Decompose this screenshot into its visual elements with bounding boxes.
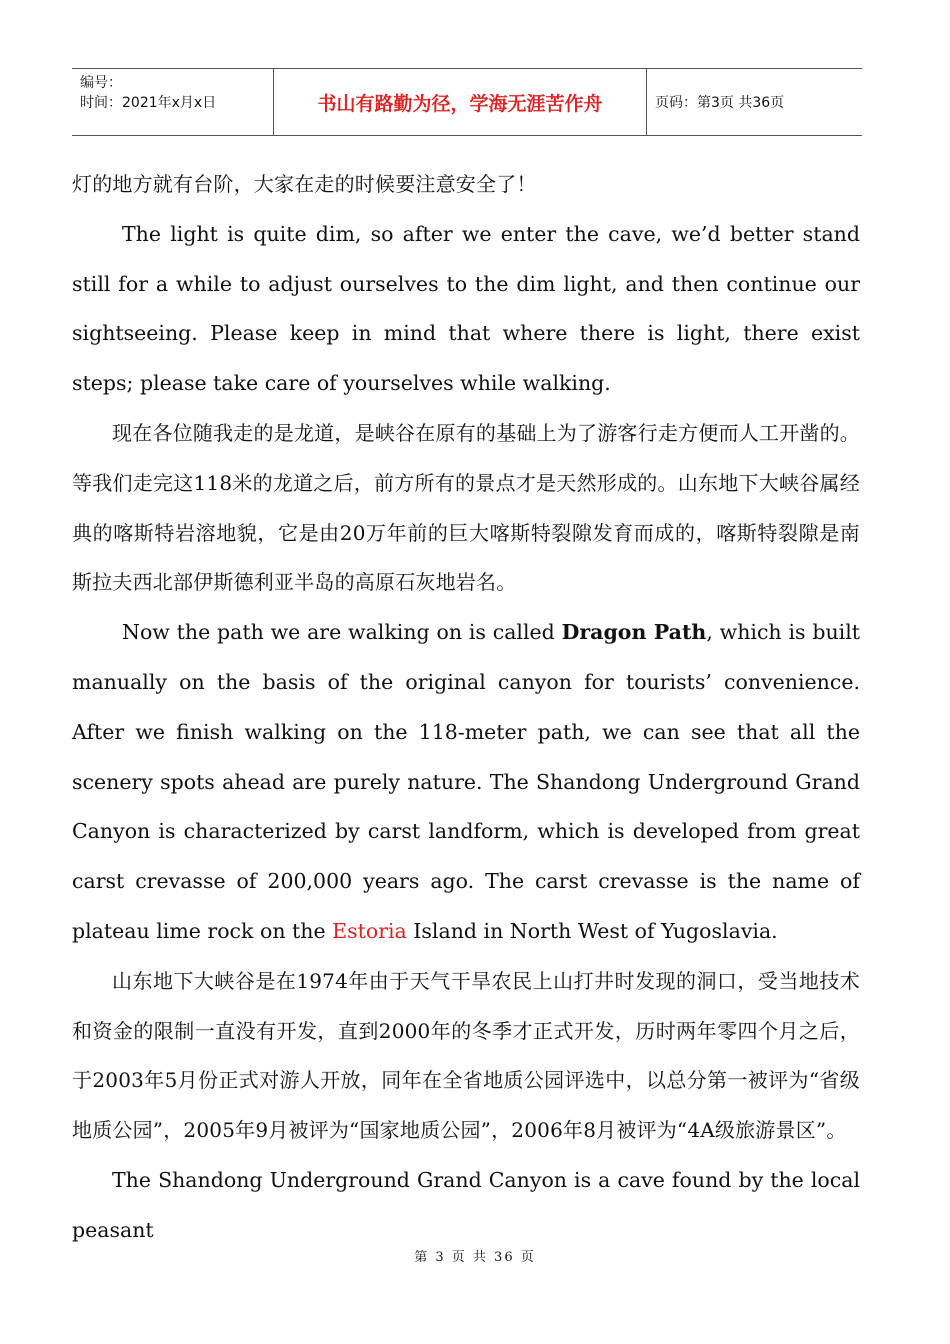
- document-body: [72, 160, 860, 1256]
- header-motto-cell: [273, 69, 647, 135]
- page-footer: 第 3 页 共 36 页: [414, 1250, 536, 1265]
- header-page-cell: [647, 69, 862, 135]
- paragraph-cn-1: 灯的地方就有台阶，大家在走的时候要注意安全了！: [72, 172, 537, 196]
- header-motto: 书山有路勤为径，学海无涯苦作舟: [317, 92, 603, 115]
- dragon-path-term: Dragon Path: [561, 620, 707, 645]
- paragraph-en-2-start: Now the path we are walking on is called: [122, 620, 562, 645]
- paragraph-cn-3: 山东地下大峡谷是在1974年由于天气干旱农民上山打井时发现的洞口，受当地技术和资金的限制一直没有开发，直到2000年的冬季才正式开发，历时两年零四个月之后，于2003年5月份正式对游人开放，同年在全省地质公园评选中，以总分第一被评为“省级地质公园”，2005年9月被评为“国家地质公园”，2006年8月被评为“4A级旅游景区”。: [72, 968, 860, 1143]
- document-time-label: 时间：2021年x月x日: [80, 95, 217, 111]
- header-page-label: 页码：第3页 共36页: [655, 95, 785, 111]
- page-header: [72, 68, 862, 136]
- paragraph-en-2-end: Island in North West of Yugoslavia.: [406, 918, 778, 943]
- paragraph-en-3: The Shandong Underground Grand Canyon is a cave found by the local peasant: [72, 1167, 860, 1242]
- paragraph-en-2-middle: , which is built manually on the basis of the original canyon for tourists’ convenience. After we finish walking on the 118-meter path, we can see that all the scenery spots ahead are purely nature. The Shandong Underground Grand Canyon is characterized by carst landform, which is developed from great carst crevasse of 200,000 years ago. The carst crevasse is the name of plateau lime rock on the: [72, 620, 861, 943]
- estoria-term: Estoria: [332, 918, 407, 943]
- paragraph-en-1: The light is quite dim, so after we enter the cave, we’d better stand still for a while to adjust ourselves to the dim light, and then continue our sightseeing. Please keep in mind that where there is light, there exist steps; please take care of yourselves while walking.: [72, 221, 860, 396]
- header-meta: [72, 69, 273, 135]
- paragraph-en-2: [72, 608, 860, 957]
- document-number-label: 编号：: [80, 75, 122, 91]
- paragraph-cn-2: 现在各位随我走的是龙道，是峡谷在原有的基础上为了游客行走方便而人工开凿的。等我们走完这118米的龙道之后，前方所有的景点才是天然形成的。山东地下大峡谷属经典的喀斯特岩溶地貌，它是由20万年前的巨大喀斯特裂隙发育而成的，喀斯特裂隙是南斯拉夫西北部伊斯德利亚半岛的高原石灰地岩名。: [72, 420, 860, 595]
